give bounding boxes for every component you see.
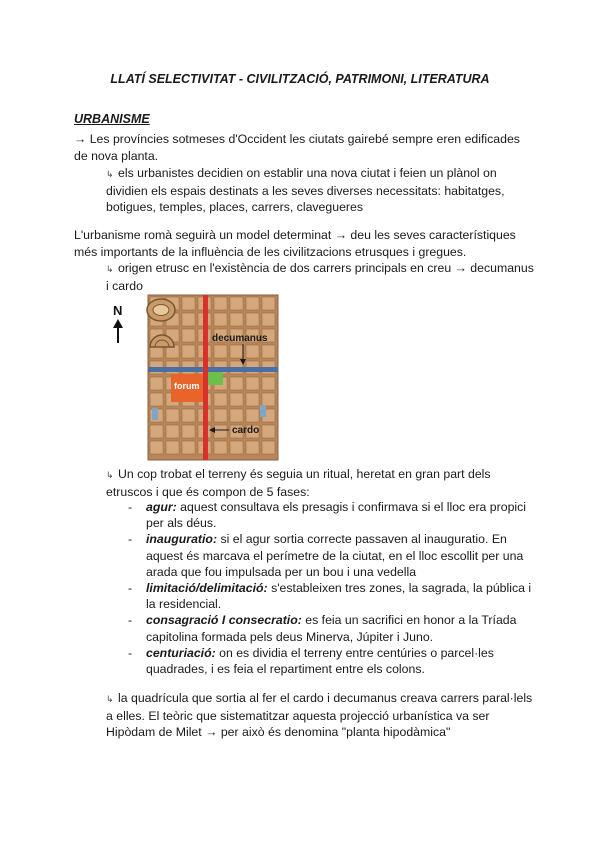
north-label: N (113, 303, 123, 318)
subpoint-arrow-icon: ↳ (106, 470, 114, 480)
list-item (128, 580, 538, 612)
ritual-phases-list (128, 499, 538, 677)
list-dash: - (128, 613, 133, 628)
city-block (262, 297, 275, 310)
city-block (246, 297, 259, 310)
decumanus-street (148, 367, 278, 372)
city-block (262, 441, 275, 454)
subpoint-etruscan-origin (106, 260, 536, 294)
city-block (182, 329, 195, 342)
phase-term: inauguratio: (146, 532, 218, 547)
baths-icon (152, 408, 158, 420)
city-block (246, 441, 259, 454)
baths-icon (260, 405, 266, 417)
city-block (182, 441, 195, 454)
city-block (214, 425, 227, 438)
list-dash: - (128, 532, 133, 547)
city-block (182, 313, 195, 326)
subpoint-arrow-icon: ↳ (106, 169, 114, 179)
page-title: LLATÍ SELECTIVITAT - CIVILITZACIÓ, PATRIMONI, LITERATURA (110, 72, 490, 86)
subpoint-text: la quadrícula que sortia al fer el cardo i decumanus creava carrers paral·lels a elles. El teòric que sistematitzar aquesta projecció urbanística va ser Hipòdam de Milet → per això és denomina "planta hipodàmica" (106, 691, 533, 739)
list-dash: - (128, 581, 133, 596)
city-block (182, 425, 195, 438)
subpoint-grid (106, 690, 536, 741)
city-block (166, 425, 179, 438)
city-block (262, 425, 275, 438)
subpoint-arrow-icon: ↳ (106, 694, 114, 704)
city-block (166, 409, 179, 422)
phase-text: on es dividia el terreny entre centúries o parcel·les quadrades, i es feia el repartiment entre els colons. (146, 645, 494, 677)
city-block (182, 409, 195, 422)
city-block (246, 345, 259, 358)
list-dash: - (128, 645, 133, 660)
phase-term: limitació/delimitació: (146, 581, 268, 596)
city-block (230, 297, 243, 310)
phase-text: aquest consultava els presagis i confirmava si el lloc era propici per als déus. (146, 500, 527, 531)
forum-label: forum (174, 381, 200, 391)
list-item (128, 531, 538, 580)
city-block (262, 345, 275, 358)
list-item (128, 499, 538, 531)
phase-term: consagració I consecratio: (146, 613, 302, 628)
city-block (230, 345, 243, 358)
list-item (128, 612, 538, 644)
paragraph-provinces: → Les províncies sotmeses d'Occident les ciutats gairebé sempre eren edificades de nova planta. (74, 132, 520, 163)
phase-text: s'estableixen tres zones, la sagrada, la pública i la residencial. (146, 581, 532, 612)
subpoint-text: els urbanistes decidien on establir una nova ciutat i feien un plànol on dividien els espais destinats a les seves diverses necessitats: habitatges, botigues, temples, places, carrers, clavegueres (106, 166, 505, 214)
city-block (230, 409, 243, 422)
city-block (246, 393, 259, 406)
list-dash: - (128, 500, 133, 514)
subpoint-text: Un cop trobat el terreny és seguia un ritual, heretat en gran part dels etruscos i que és compon de 5 fases: (106, 467, 491, 499)
phase-text: es feia un sacrifici en honor a la Tríada capitolina formada pels deus Minerva, Júpiter i Juno. (146, 613, 517, 644)
list-item (128, 645, 538, 677)
city-block (182, 345, 195, 358)
city-block (246, 313, 259, 326)
city-block (214, 441, 227, 454)
city-block (214, 345, 227, 358)
city-block (230, 393, 243, 406)
city-block (230, 313, 243, 326)
city-block (150, 393, 163, 406)
city-block (214, 393, 227, 406)
city-block (182, 297, 195, 310)
city-block (166, 441, 179, 454)
city-block (262, 377, 275, 390)
city-block (150, 425, 163, 438)
phase-term: centuriació: (146, 645, 216, 660)
subpoint-arrow-icon: ↳ (106, 264, 114, 274)
phase-term: agur: (146, 500, 177, 514)
city-block (262, 313, 275, 326)
city-block (214, 297, 227, 310)
amphitheatre-arena-icon (153, 305, 169, 316)
cardo-street (203, 295, 208, 460)
subpoint-ritual (106, 466, 536, 500)
city-block (150, 441, 163, 454)
north-arrowhead-icon (113, 319, 123, 328)
city-block (214, 409, 227, 422)
city-block (230, 441, 243, 454)
subpoint-urbanists (106, 165, 536, 216)
city-block (262, 393, 275, 406)
city-block (246, 377, 259, 390)
roman-city-plan-figure (108, 292, 283, 462)
paragraph-roman-urbanism: L'urbanisme romà seguirà un model determinat → deu les seves característiques més importants de la influència de les civilitzacions etrusques i gregues. (74, 228, 516, 259)
city-block (246, 409, 259, 422)
city-block (150, 377, 163, 390)
decumanus-label: decumanus (212, 333, 268, 344)
cardo-label: cardo (232, 425, 260, 436)
phase-text: si el agur sortia correcte passaven al inauguratio. En aquest és marcava el perímetre de la ciutat, en el lloc escollit per una arada que fou impulsada per un bou i una vedella (146, 532, 524, 579)
temple-area (207, 372, 223, 385)
subpoint-text: origen etrusc en l'existència de dos carrers principals en creu → decumanus i cardo (106, 261, 534, 293)
section-heading: URBANISME (74, 112, 150, 126)
city-block (230, 377, 243, 390)
city-block (214, 313, 227, 326)
